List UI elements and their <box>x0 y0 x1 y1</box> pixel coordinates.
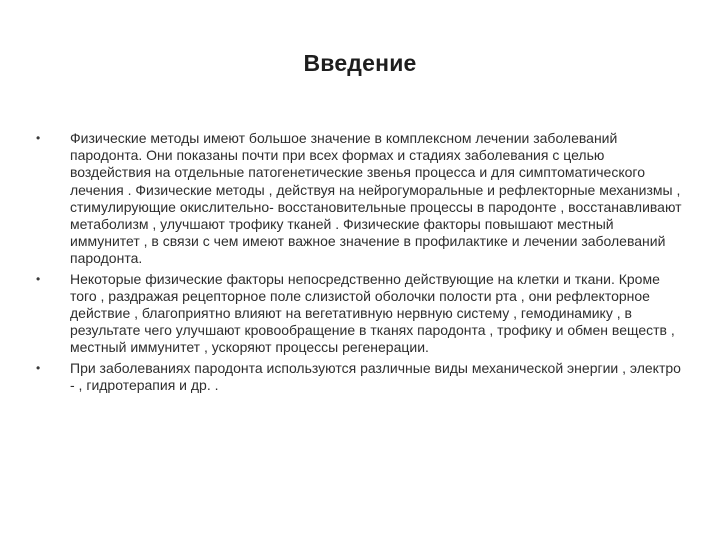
slide-title: Введение <box>303 50 417 76</box>
bullet-text-3: При заболеваниях пародонта используются различные виды механической энергии , электро - , гидротерапия и др. . <box>70 359 681 393</box>
bullet-dot-icon: • <box>36 131 41 145</box>
bullet-item-3 <box>36 360 686 394</box>
bullet-list <box>36 130 686 397</box>
bullet-item-2 <box>36 271 686 357</box>
bullet-item-1 <box>36 130 686 268</box>
bullet-text-1: Физические методы имеют большое значение в комплексном лечении заболеваний пародонта. Они показаны почти при всех формах и стадиях заболевания с целью воздействия на отдельные патогенетические звенья процесса и для симптоматического лечения . Физические методы , действуя на нейрогуморальные и рефлекторные механизмы , стимулирующие окислительно- восстановительные процессы в пародонте , восстанавливают метаболизм , улучшают трофику тканей . Физические факторы повышают местный иммунитет , в связи с чем имеют важное значение в профилактике и лечении заболеваний пародонта. <box>70 130 682 267</box>
bullet-text-2: Некоторые физические факторы непосредственно действующие на клетки и ткани. Кроме того , раздражая рецепторное поле слизистой оболочки полости рта , они рефлекторное действие , благоприятно влияют на вегетативную нервную систему , гемодинамику , в результате чего улучшают кровообращение в тканях пародонта , трофику и обмен веществ , местный иммунитет , ускоряют процессы регенерации. <box>70 270 675 356</box>
bullet-dot-icon: • <box>36 360 41 375</box>
bullet-dot-icon: • <box>36 271 41 286</box>
